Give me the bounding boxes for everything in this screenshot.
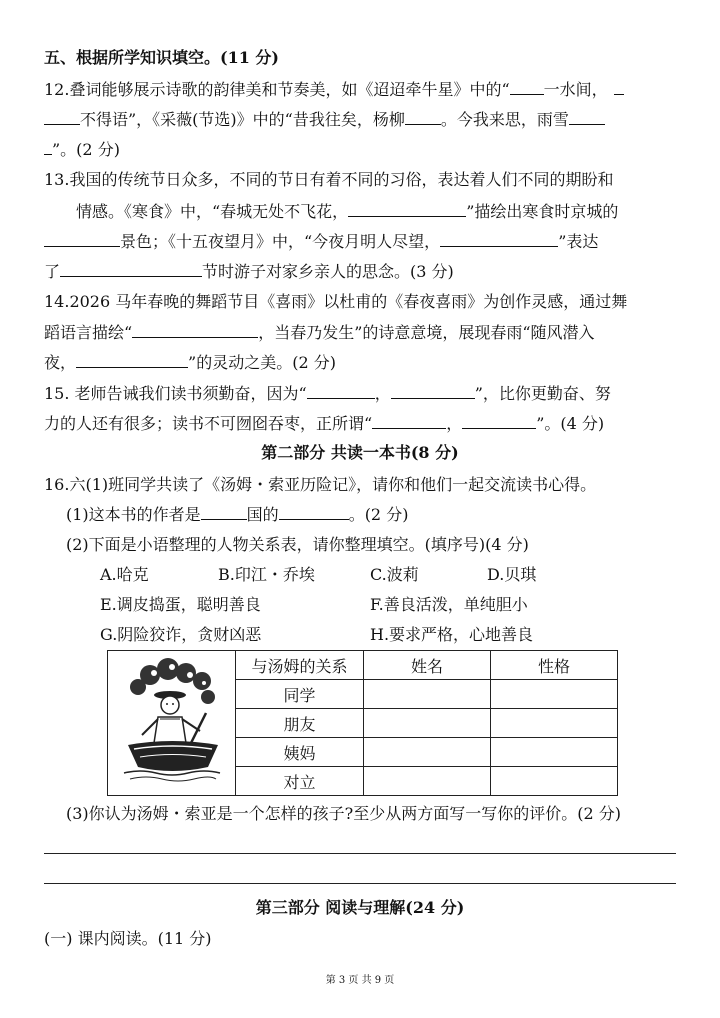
- question-14-line2: [44, 321, 595, 344]
- text: 一水间，: [543, 80, 608, 99]
- table-header-name: 姓名: [364, 651, 491, 680]
- answer-line[interactable]: [44, 853, 676, 854]
- question-16-sub3: (3)你认为汤姆・索亚是一个怎样的孩子?至少从两方面写一写你的评价。(2 分): [66, 804, 621, 823]
- table-answer-cell[interactable]: [364, 709, 491, 738]
- option-e: E.调皮捣蛋，聪明善良: [100, 595, 261, 614]
- table-answer-cell[interactable]: [364, 767, 491, 796]
- answer-blank[interactable]: [307, 382, 375, 399]
- text: ”的灵动之美。(2 分): [188, 353, 336, 372]
- question-12-line1: [44, 78, 624, 101]
- text: 蹈语言描绘“: [44, 323, 133, 342]
- text: ，当春乃发生”的诗意意境，展现春雨“随风潜入: [258, 323, 595, 342]
- question-14-line3: [44, 351, 336, 374]
- question-16-sub1: [66, 503, 408, 526]
- table-row-label: 姨妈: [236, 738, 364, 767]
- table-header-relation: 与汤姆的关系: [236, 651, 364, 680]
- answer-blank[interactable]: [405, 108, 441, 125]
- option-h: H.要求严格，心地善良: [370, 625, 534, 644]
- table-row-label: 同学: [236, 680, 364, 709]
- answer-blank[interactable]: [440, 230, 558, 247]
- text: 15. 老师告诫我们读书须勤奋，因为“: [44, 384, 307, 403]
- text: ”。(4 分): [536, 414, 605, 433]
- section-heading: 五、根据所学知识填空。(11 分): [44, 48, 279, 67]
- table-answer-cell[interactable]: [491, 680, 618, 709]
- text: 夜，: [44, 353, 77, 372]
- text: ”描绘出寒食时京城的: [466, 202, 619, 221]
- text: 。今我来思，雨雪: [440, 110, 569, 129]
- answer-blank[interactable]: [44, 108, 80, 125]
- relationship-table: [107, 650, 618, 796]
- answer-blank[interactable]: [132, 321, 258, 338]
- answer-blank[interactable]: [76, 351, 188, 368]
- part-3-heading: 第三部分 阅读与理解(24 分): [255, 898, 465, 917]
- part-3-sub1: (一) 课内阅读。(11 分): [44, 929, 212, 948]
- table-header-character: 性格: [491, 651, 618, 680]
- text: 12.叠词能够展示诗歌的韵律美和节奏美，如《迢迢牵牛星》中的“: [44, 80, 510, 99]
- text: ”表达: [558, 232, 599, 251]
- boy-in-boat-illustration: [120, 657, 224, 785]
- table-answer-cell[interactable]: [491, 738, 618, 767]
- option-c: C.波莉: [370, 565, 419, 584]
- answer-line[interactable]: [44, 883, 676, 884]
- answer-blank[interactable]: [60, 260, 202, 277]
- answer-blank[interactable]: [569, 108, 605, 125]
- text: (1)这本书的作者是: [66, 505, 201, 524]
- illustration-cell: [108, 651, 236, 796]
- answer-blank[interactable]: [279, 503, 349, 520]
- answer-blank[interactable]: [372, 412, 446, 429]
- option-a: A.哈克: [100, 565, 149, 584]
- page-footer: 第 3 页 共 9 页: [325, 975, 395, 986]
- text: 情感。《寒食》中，“春城无处不飞花，: [76, 202, 349, 221]
- question-15-line1: [44, 382, 611, 405]
- table-answer-cell[interactable]: [364, 680, 491, 709]
- question-12-line2: [44, 108, 605, 131]
- text: 国的: [246, 505, 279, 524]
- text: 景色；《十五夜望月》中，“今夜月明人尽望，: [120, 232, 441, 251]
- option-f: F.善良活泼，单纯胆小: [370, 595, 528, 614]
- text: 力的人还有很多；读书不可囫囵吞枣，正所谓“: [44, 414, 373, 433]
- answer-blank[interactable]: [462, 412, 536, 429]
- question-13-line2: [76, 200, 618, 223]
- text: ”。(2 分): [52, 140, 120, 159]
- answer-blank[interactable]: [391, 382, 475, 399]
- answer-blank[interactable]: [44, 138, 52, 155]
- question-13-line3: [44, 230, 598, 253]
- table-row-label: 朋友: [236, 709, 364, 738]
- option-g: G.阴险狡诈，贪财凶恶: [100, 625, 262, 644]
- answer-blank[interactable]: [348, 200, 466, 217]
- text: ，: [374, 384, 391, 403]
- question-13-line1: 13.我国的传统节日众多，不同的节日有着不同的习俗，表达着人们不同的期盼和: [44, 170, 614, 189]
- table-row-label: 对立: [236, 767, 364, 796]
- text: 节时游子对家乡亲人的思念。(3 分): [202, 262, 454, 281]
- table-answer-cell[interactable]: [491, 709, 618, 738]
- text: 了: [44, 262, 61, 281]
- answer-blank[interactable]: [201, 503, 247, 520]
- table-answer-cell[interactable]: [364, 738, 491, 767]
- answer-blank[interactable]: [510, 78, 544, 95]
- option-b: B.印江・乔埃: [218, 565, 315, 584]
- option-d: D.贝琪: [487, 565, 537, 584]
- text: 不得语”，《采薇(节选)》中的“昔我往矣，杨柳: [80, 110, 405, 129]
- text: ”，比你更勤奋、努: [474, 384, 611, 403]
- answer-blank[interactable]: [614, 78, 624, 95]
- question-13-line4: [44, 260, 454, 283]
- table-answer-cell[interactable]: [491, 767, 618, 796]
- text: 。(2 分): [348, 505, 409, 524]
- answer-blank[interactable]: [44, 230, 120, 247]
- question-16-intro: 16.六(1)班同学共读了《汤姆・索亚历险记》，请你和他们一起交流读书心得。: [44, 475, 597, 494]
- question-14-line1: 14.2026 马年春晚的舞蹈节目《喜雨》以杜甫的《春夜喜雨》为创作灵感，通过舞: [44, 292, 628, 311]
- part-2-heading: 第二部分 共读一本书(8 分): [261, 443, 459, 462]
- question-16-sub2: (2)下面是小语整理的人物关系表，请你整理填空。(填序号)(4 分): [66, 535, 529, 554]
- text: ，: [446, 414, 463, 433]
- question-15-line2: [44, 412, 604, 435]
- question-12-line3: [44, 138, 120, 161]
